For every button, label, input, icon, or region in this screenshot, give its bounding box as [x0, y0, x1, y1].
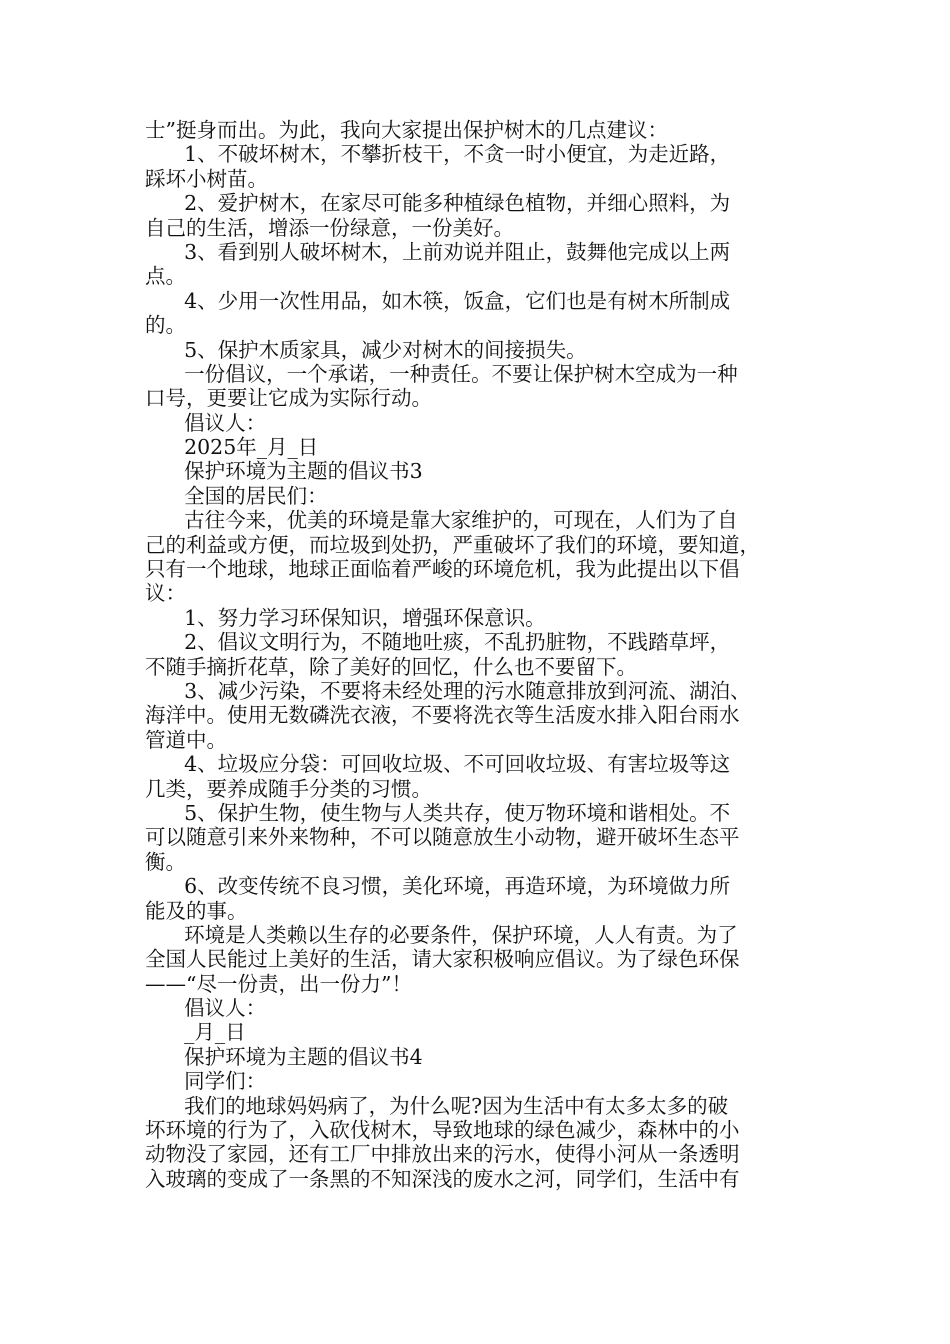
text-line: 倡议人：	[145, 996, 267, 1021]
text-line: 坏环境的行为了，入砍伐树木，导致地球的绿色减少，森林中的小	[145, 1118, 740, 1143]
text-line: 1、努力学习环保知识，增强环保意识。	[145, 605, 546, 630]
text-line: 动物没了家园，还有工厂中排放出来的污水，使得小河从一条透明	[145, 1142, 740, 1167]
text-line: 4、少用一次性用品，如木筷，饭盒，它们也是有树木所制成	[145, 288, 731, 313]
text-line: 一份倡议，一个承诺，一种责任。不要让保护树木空成为一种	[145, 361, 738, 386]
text-line: 士”挺身而出。为此，我向大家提出保护树木的几点建议：	[145, 118, 668, 142]
text-line: 的。	[145, 313, 186, 338]
text-line: 5、保护生物，使生物与人类共存，使万物环境和谐相处。不	[145, 800, 731, 825]
text-line: 自己的生活，增添一份绿意，一份美好。	[145, 215, 514, 240]
text-line: 踩坏小树苗。	[145, 166, 268, 191]
text-line: ——“尽一份责，出一份力”！	[145, 971, 412, 996]
text-line: 全国的居民们：	[145, 483, 328, 508]
text-line: 衡。	[145, 849, 186, 874]
text-line: 3、减少污染，不要将未经处理的污水随意排放到河流、湖泊、	[145, 678, 751, 703]
text-line: 6、改变传统不良习惯，美化环境，再造环境，为环境做力所	[145, 874, 731, 899]
text-line: 口号，更要让它成为实际行动。	[145, 386, 432, 411]
text-line: 只有一个地球，地球正面临着严峻的环境危机，我为此提出以下倡	[145, 557, 740, 582]
text-line: 全国人民能过上美好的生活，请大家积极响应倡议。为了绿色环保	[145, 947, 740, 972]
text-line: 保护环境为主题的倡议书4	[145, 1044, 423, 1069]
document-body	[145, 118, 810, 1191]
text-line: 我们的地球妈妈病了，为什么呢?因为生活中有太多太多的破	[145, 1093, 729, 1118]
text-line: 2、倡议文明行为，不随地吐痰，不乱扔脏物，不践踏草坪，	[145, 630, 731, 655]
text-line: 点。	[145, 264, 186, 289]
text-line: 古往今来，优美的环境是靠大家维护的，可现在，人们为了自	[145, 508, 738, 533]
text-line: 5、保护木质家具，减少对树木的间接损失。	[145, 337, 587, 362]
text-line: 同学们：	[145, 1069, 267, 1094]
text-line: 管道中。	[145, 727, 227, 752]
text-line: 环境是人类赖以生存的必要条件，保护环境，人人有责。为了	[145, 922, 738, 947]
text-line: _月_日	[145, 1020, 246, 1045]
text-line: 入玻璃的变成了一条黑的不知深浅的废水之河，同学们，生活中有	[145, 1166, 740, 1191]
text-line: 海洋中。使用无数磷洗衣液，不要将洗衣等生活废水排入阳台雨水	[145, 703, 740, 728]
text-line: 几类，要养成随手分类的习惯。	[145, 776, 432, 801]
text-line: 保护环境为主题的倡议书3	[145, 459, 423, 484]
text-line: 1、不破坏树木，不攀折枝干，不贪一时小便宜，为走近路，	[145, 142, 731, 167]
text-line: 可以随意引来外来物种，不可以随意放生小动物，避开破坏生态平	[145, 825, 740, 850]
text-line: 己的利益或方便，而垃圾到处扔，严重破坏了我们的环境，要知道，	[145, 532, 760, 557]
text-line: 不随手摘折花草，除了美好的回忆，什么也不要留下。	[145, 654, 637, 679]
text-line: 2、爱护树木，在家尽可能多种植绿色植物，并细心照料，为	[145, 191, 731, 216]
text-line: 4、垃圾应分袋：可回收垃圾、不可回收垃圾、有害垃圾等这	[145, 752, 731, 777]
text-line: 议：	[145, 581, 186, 606]
text-line: 3、看到别人破坏树木，上前劝说并阻止，鼓舞他完成以上两	[145, 239, 731, 264]
text-line: 2025年_月_日	[145, 435, 319, 460]
text-line: 倡议人：	[145, 410, 267, 435]
text-line: 能及的事。	[145, 898, 248, 923]
